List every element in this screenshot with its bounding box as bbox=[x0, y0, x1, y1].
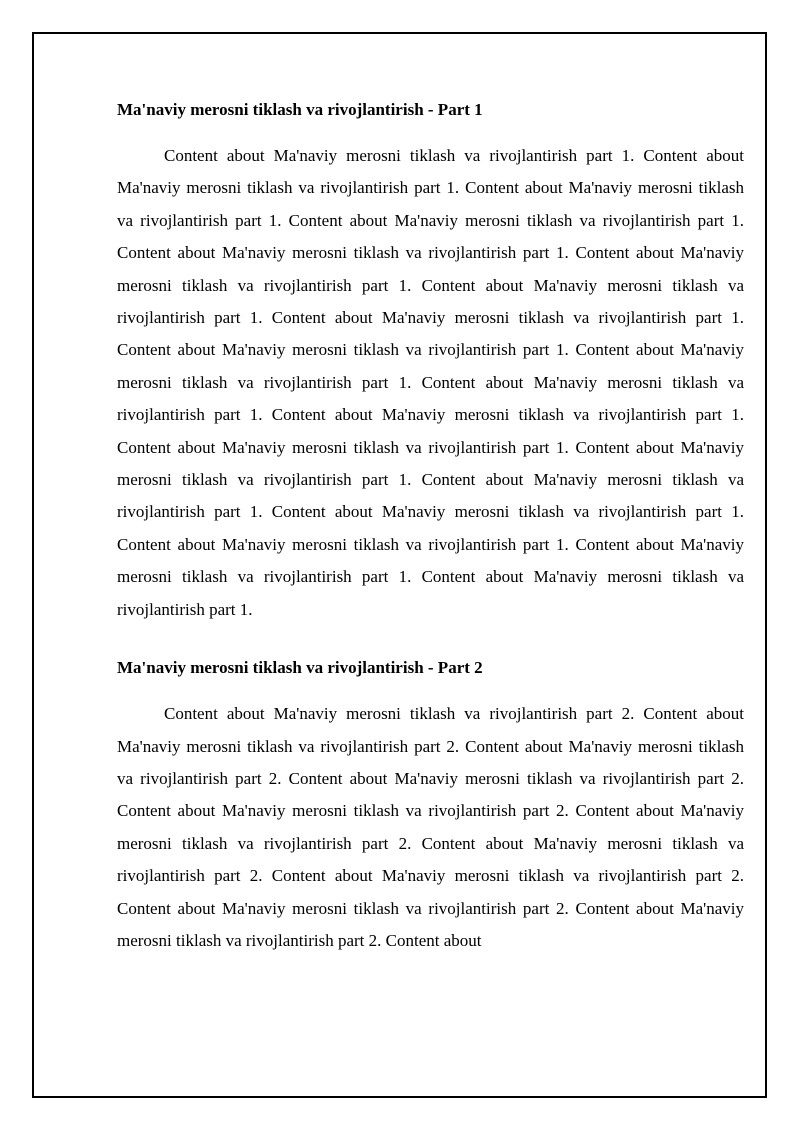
document-content bbox=[117, 98, 744, 987]
section-paragraph: Content about Ma'naviy merosni tiklash va rivojlantirish part 1. Content about Ma'naviy merosni tiklash va rivojlantirish part 1. Content about Ma'naviy merosni tiklash va rivojlantirish part 1. Content about Ma'naviy merosni tiklash va rivojlantirish part 1. Content about Ma'naviy merosni tiklash va rivojlantirish part 1. Content about Ma'naviy merosni tiklash va rivojlantirish part 1. Content about Ma'naviy merosni tiklash va rivojlantirish part 1. Content about Ma'naviy merosni tiklash va rivojlantirish part 1. Content about Ma'naviy merosni tiklash va rivojlantirish part 1. Content about Ma'naviy merosni tiklash va rivojlantirish part 1. Content about Ma'naviy merosni tiklash va rivojlantirish part 1. Content about Ma'naviy merosni tiklash va rivojlantirish part 1. Content about Ma'naviy merosni tiklash va rivojlantirish part 1. Content about Ma'naviy merosni tiklash va rivojlantirish part 1. Content about Ma'naviy merosni tiklash va rivojlantirish part 1. Content about Ma'naviy merosni tiklash va rivojlantirish part 1. Content about Ma'naviy merosni tiklash va rivojlantirish part 1. Content about Ma'naviy merosni tiklash va rivojlantirish part 1. Content about Ma'naviy merosni tiklash va rivojlantirish part 1. bbox=[117, 146, 744, 619]
section-part-1 bbox=[117, 98, 744, 626]
page-frame bbox=[32, 32, 767, 1098]
section-heading: Ma'naviy merosni tiklash va rivojlantirish - Part 2 bbox=[117, 658, 483, 678]
section-part-2 bbox=[117, 656, 744, 957]
section-paragraph: Content about Ma'naviy merosni tiklash va rivojlantirish part 2. Content about Ma'naviy merosni tiklash va rivojlantirish part 2. Content about Ma'naviy merosni tiklash va rivojlantirish part 2. Content about Ma'naviy merosni tiklash va rivojlantirish part 2. Content about Ma'naviy merosni tiklash va rivojlantirish part 2. Content about Ma'naviy merosni tiklash va rivojlantirish part 2. Content about Ma'naviy merosni tiklash va rivojlantirish part 2. Content about Ma'naviy merosni tiklash va rivojlantirish part 2. Content about Ma'naviy merosni tiklash va rivojlantirish part 2. Content about Ma'naviy merosni tiklash va rivojlantirish part 2. Content about bbox=[117, 704, 744, 950]
section-heading: Ma'naviy merosni tiklash va rivojlantirish - Part 1 bbox=[117, 100, 483, 119]
